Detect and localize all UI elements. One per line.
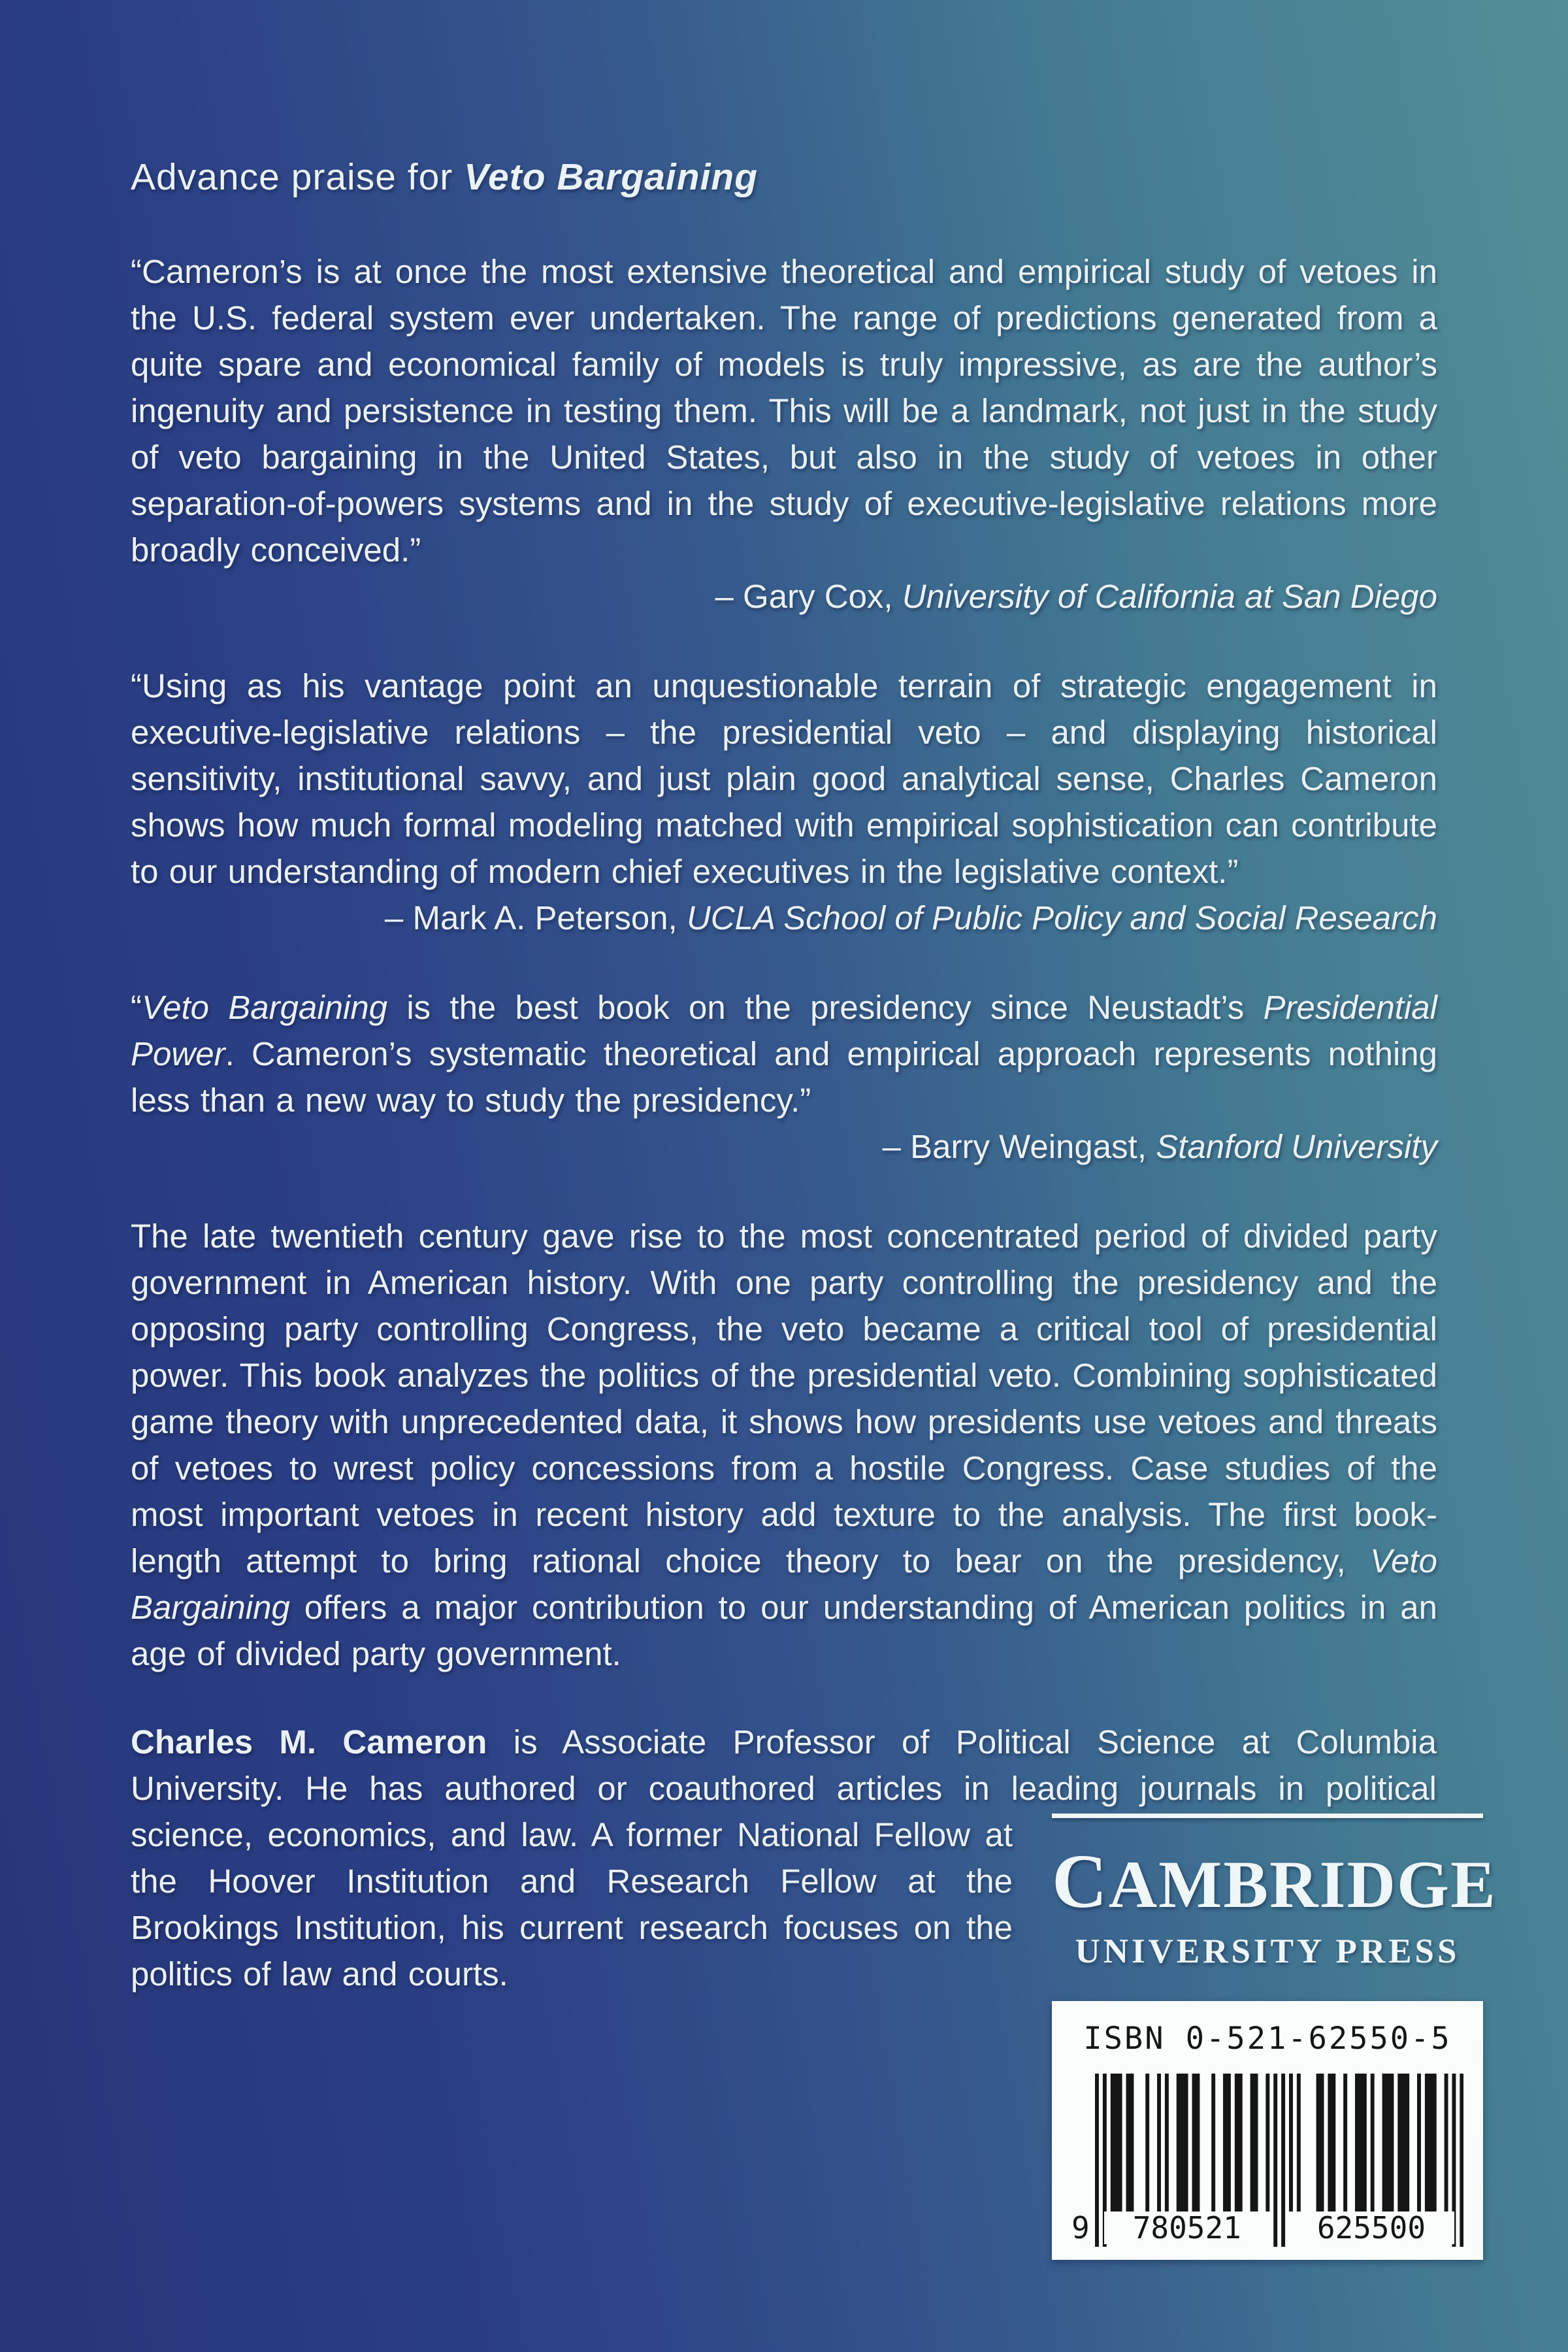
barcode-lead-digit: 9	[1071, 2210, 1090, 2246]
cambridge-wordmark	[1052, 1839, 1497, 1924]
quote-barry-weingast	[131, 984, 1437, 1123]
barcode-digits	[1095, 2211, 1463, 2245]
book-title-italic: Veto Bargaining	[141, 989, 388, 1026]
book-title: Veto Bargaining	[464, 156, 759, 198]
barcode-digits-right: 625500	[1288, 2211, 1454, 2245]
quote-text: . Cameron’s systematic theoretical and empirical approach represents nothing less than a new way to study the presidency.”	[131, 1035, 1437, 1119]
description-text: The late twentieth century gave rise to the most concentrated period of divided party government in American history. With one party controlling the presidency and the opposing party controlling Congress, the veto became a critical tool of presidential power. This book analyzes the politics of the presidential veto. Combining sophisticated game theory with unprecedented data, it shows how presidents use vetoes and threats of vetoes to wrest policy concessions from a hostile Congress. Case studies of the most important vetoes in recent history add texture to the analysis. The first book-length attempt to bring rational choice theory to bear on the presidency,	[131, 1217, 1437, 1580]
quote-text: is the best book on the presidency since Neustadt’s	[387, 989, 1264, 1026]
praise-heading	[131, 156, 1437, 199]
attribution-barry-weingast	[131, 1123, 1437, 1170]
book-description	[131, 1213, 1437, 1677]
publisher-rule	[1052, 1814, 1483, 1818]
attribution-affiliation: UCLA School of Public Policy and Social Research	[686, 899, 1437, 936]
isbn-box	[1052, 2001, 1483, 2261]
quote-gary-cox: “Cameron’s is at once the most extensive theoretical and empirical study of vetoes in the U.S. federal system ever undertaken. The range of predictions generated from a quite spare and economical family of models is truly impressive, as are the author’s ingenuity and persistence in testing them. This will be a landmark, not just in the study of veto bargaining in the United States, but also in the study of vetoes in other separation-of-powers systems and in the study of executive-legislative relations more broadly conceived.”	[131, 253, 1437, 569]
attribution-affiliation: Stanford University	[1156, 1128, 1437, 1165]
author-and-publisher-section	[131, 1719, 1497, 2246]
attribution-mark-peterson	[131, 895, 1437, 941]
publisher-block	[1052, 1814, 1497, 2260]
cambridge-rest: AMBRIDGE	[1108, 1847, 1497, 1922]
attribution-gary-cox	[131, 573, 1437, 620]
author-name: Charles M. Cameron	[131, 1723, 487, 1761]
attribution-affiliation: University of California at San Diego	[902, 578, 1437, 615]
description-text: offers a major contribution to our understanding of American politics in an age of divided party government.	[131, 1589, 1437, 1672]
isbn-label: ISBN 0-521-62550-5	[1083, 2020, 1452, 2057]
cambridge-initial: C	[1052, 1839, 1109, 1924]
book-title-italic: Veto Bargaining	[131, 1542, 1437, 1626]
praise-heading-prefix: Advance praise for	[131, 156, 465, 198]
attribution-name: – Gary Cox,	[715, 578, 902, 615]
barcode	[1071, 2074, 1463, 2245]
attribution-name: – Mark A. Peterson,	[384, 899, 687, 936]
referenced-title-italic: Presidential Power	[131, 989, 1437, 1072]
attribution-name: – Barry Weingast,	[882, 1128, 1156, 1165]
university-press-wordmark: UNIVERSITY PRESS	[1075, 1932, 1460, 1970]
quote-open: “	[131, 989, 142, 1026]
barcode-main	[1095, 2074, 1463, 2245]
barcode-digits-left: 780521	[1104, 2211, 1270, 2245]
author-bio-text: is Associate Professor of Political Science at Columbia University. He has authored or coauthored articles in leading journals in political science, economics, and law. A former National Fellow at the Hoover Institution and Research Fellow at the Brookings Institution, his current research focuses on the politics of law and courts.	[131, 1723, 1437, 1993]
quote-mark-peterson: “Using as his vantage point an unquestionable terrain of strategic engagement in executive-legislative relations – the presidential veto – and displaying historical sensitivity, institutional savvy, and just plain good analytical sense, Charles Cameron shows how much formal modeling matched with empirical sophistication can contribute to our understanding of modern chief executives in the legislative context.”	[131, 667, 1437, 890]
